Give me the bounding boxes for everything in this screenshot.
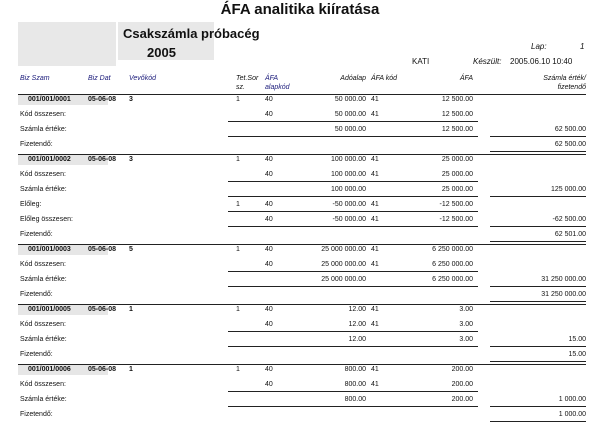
cell-kod: 41 (371, 111, 379, 118)
cell-label: Fizetendő: (20, 351, 53, 358)
cell-adoalap: 12.00 (348, 336, 366, 343)
cell-adoalap: 12.00 (348, 306, 366, 313)
cell-kod: 41 (371, 96, 379, 103)
row-divider (18, 304, 586, 305)
cell-kod: 41 (371, 366, 379, 373)
col-biz-szam: Biz Szam (20, 75, 50, 82)
row-divider (18, 244, 586, 245)
col-afa-alapkod-1: ÁFA (265, 75, 279, 82)
col-afa-alapkod-2: alapkód (265, 84, 290, 91)
cell-adoalap: 800.00 (344, 366, 366, 373)
subtotal-underline (228, 181, 478, 182)
cell-ertek: 1 000.00 (558, 411, 586, 418)
cell-alapkod: 40 (265, 171, 273, 178)
cell-label: Kód összesen: (20, 321, 66, 328)
cell-adoalap: -50 000.00 (332, 216, 366, 223)
subtotal-underline (228, 286, 478, 287)
total-underline (490, 136, 586, 137)
cell-adoalap: 800.00 (344, 396, 366, 403)
col-afa: ÁFA (459, 75, 473, 82)
cell-dat: 05-06-08 (88, 96, 117, 103)
cell-afa: 6 250 000.00 (432, 276, 473, 283)
cell-ertek: 62 500.00 (554, 141, 586, 148)
cell-afa: 6 250 000.00 (432, 261, 473, 268)
cell-kod: 41 (371, 381, 379, 388)
cell-adoalap: 800.00 (344, 381, 366, 388)
total-underline (490, 151, 586, 152)
cell-afa: 12 500.00 (441, 126, 473, 133)
cell-alapkod: 40 (265, 261, 273, 268)
document-row (0, 306, 600, 318)
cell-afa: 25 000.00 (441, 171, 473, 178)
summary-row (0, 396, 600, 408)
cell-alapkod: 40 (265, 201, 273, 208)
summary-row (0, 291, 600, 303)
document-row (0, 366, 600, 378)
summary-row (0, 336, 600, 348)
cell-tet: 1 (236, 306, 240, 313)
cell-tet: 1 (236, 156, 240, 163)
cell-adoalap: 100 000.00 (330, 156, 366, 163)
cell-kod: 41 (371, 246, 379, 253)
cell-ertek: 31 250 000.00 (541, 291, 586, 298)
cell-label: Előleg: (20, 201, 42, 208)
created-label: Készült: (473, 57, 502, 66)
col-szamla-ertek: Számla érték/ (543, 75, 586, 82)
col-afa-kod: ÁFA kód (371, 75, 398, 82)
created-value: 2005.06.10 10:40 (510, 57, 573, 66)
cell-kod: 41 (371, 216, 379, 223)
total-underline (490, 421, 586, 422)
summary-row (0, 141, 600, 153)
cell-dat: 05-06-08 (88, 306, 117, 313)
col-biz-dat: Biz Dat (88, 75, 111, 82)
cell-afa: -12 500.00 (439, 201, 473, 208)
cell-afa: 25 000.00 (441, 186, 473, 193)
page-label: Lap: (531, 42, 547, 51)
subtotal-underline (228, 406, 478, 407)
total-underline (490, 361, 586, 362)
subtotal-underline (228, 211, 478, 212)
cell-label: Előleg összesen: (20, 216, 73, 223)
cell-label: Kód összesen: (20, 111, 66, 118)
total-underline (490, 301, 586, 302)
cell-adoalap: 100 000.00 (330, 186, 366, 193)
cell-kod: 41 (371, 321, 379, 328)
cell-afa: 3.00 (459, 321, 473, 328)
cell-label: Fizetendő: (20, 231, 53, 238)
company-name: Csakszámla próbacég (123, 26, 260, 41)
logo-placeholder (18, 22, 116, 66)
cell-afa: 12 500.00 (441, 96, 473, 103)
cell-alapkod: 40 (265, 246, 273, 253)
cell-alapkod: 40 (265, 111, 273, 118)
subtotal-underline (228, 226, 478, 227)
summary-row (0, 186, 600, 198)
subtotal-underline (228, 331, 478, 332)
cell-szam: 001/001/0005 (28, 306, 71, 313)
document-row (0, 96, 600, 108)
cell-adoalap: 25 000 000.00 (321, 261, 366, 268)
row-divider (18, 364, 586, 365)
cell-ertek: 62 501.00 (554, 231, 586, 238)
cell-ertek: 1 000.00 (558, 396, 586, 403)
cell-ertek: 15.00 (568, 351, 586, 358)
cell-dat: 05-06-08 (88, 246, 117, 253)
cell-ertek: 31 250 000.00 (541, 276, 586, 283)
cell-dat: 05-06-08 (88, 366, 117, 373)
total-underline (490, 346, 586, 347)
cell-alapkod: 40 (265, 366, 273, 373)
cell-tet: 1 (236, 96, 240, 103)
cell-label: Számla értéke: (20, 186, 67, 193)
cell-afa: 3.00 (459, 306, 473, 313)
cell-alapkod: 40 (265, 156, 273, 163)
subtotal-underline (228, 136, 478, 137)
cell-ertek: 125 000.00 (550, 186, 586, 193)
cell-adoalap: 12.00 (348, 321, 366, 328)
summary-row (0, 171, 600, 183)
cell-label: Kód összesen: (20, 261, 66, 268)
cell-kod: 41 (371, 171, 379, 178)
col-adoalap: Adóalap (340, 75, 366, 82)
cell-afa: 200.00 (451, 381, 473, 388)
summary-row (0, 216, 600, 228)
cell-szam: 001/001/0003 (28, 246, 71, 253)
summary-row (0, 111, 600, 123)
total-underline (490, 286, 586, 287)
cell-label: Fizetendő: (20, 141, 53, 148)
cell-tet: 1 (236, 366, 240, 373)
cell-adoalap: 50 000.00 (334, 96, 366, 103)
cell-adoalap: 50 000.00 (334, 111, 366, 118)
total-underline (490, 196, 586, 197)
row-divider (18, 94, 586, 95)
cell-label: Számla értéke: (20, 396, 67, 403)
cell-vevo: 1 (129, 306, 133, 313)
cell-afa: 200.00 (451, 396, 473, 403)
cell-dat: 05-06-08 (88, 156, 117, 163)
cell-afa: -12 500.00 (439, 216, 473, 223)
cell-adoalap: 25 000 000.00 (321, 246, 366, 253)
cell-vevo: 1 (129, 366, 133, 373)
cell-vevo: 3 (129, 156, 133, 163)
cell-vevo: 3 (129, 96, 133, 103)
cell-tet: 1 (236, 201, 240, 208)
cell-kod: 41 (371, 261, 379, 268)
summary-row (0, 201, 600, 213)
row-divider (18, 154, 586, 155)
summary-row (0, 261, 600, 273)
page-number: 1 (580, 42, 585, 51)
cell-szam: 001/001/0002 (28, 156, 71, 163)
cell-label: Számla értéke: (20, 276, 67, 283)
summary-row (0, 351, 600, 363)
summary-row (0, 231, 600, 243)
cell-alapkod: 40 (265, 381, 273, 388)
cell-alapkod: 40 (265, 96, 273, 103)
col-fizetendo: fizetendő (557, 84, 586, 91)
cell-tet: 1 (236, 246, 240, 253)
cell-label: Fizetendő: (20, 411, 53, 418)
cell-alapkod: 40 (265, 321, 273, 328)
cell-kod: 41 (371, 156, 379, 163)
cell-afa: 25 000.00 (441, 156, 473, 163)
cell-afa: 6 250 000.00 (432, 246, 473, 253)
report-title: ÁFA analitika kiíratása (220, 1, 380, 18)
cell-vevo: 5 (129, 246, 133, 253)
cell-ertek: 62 500.00 (554, 126, 586, 133)
cell-kod: 41 (371, 201, 379, 208)
cell-kod: 41 (371, 306, 379, 313)
cell-alapkod: 40 (265, 306, 273, 313)
cell-afa: 3.00 (459, 336, 473, 343)
cell-afa: 200.00 (451, 366, 473, 373)
cell-szam: 001/001/0001 (28, 96, 71, 103)
cell-adoalap: -50 000.00 (332, 201, 366, 208)
summary-row (0, 276, 600, 288)
cell-label: Fizetendő: (20, 291, 53, 298)
cell-adoalap: 100 000.00 (330, 171, 366, 178)
col-tetsor-sz: sz. (236, 84, 245, 91)
report-year: 2005 (147, 45, 176, 60)
subtotal-underline (228, 196, 478, 197)
summary-row (0, 381, 600, 393)
total-underline (490, 406, 586, 407)
cell-label: Kód összesen: (20, 171, 66, 178)
cell-szam: 001/001/0006 (28, 366, 71, 373)
col-vevokod: Vevőkód (129, 75, 156, 82)
document-row (0, 246, 600, 258)
col-tetsor: Tet.Sor (236, 75, 259, 82)
cell-adoalap: 50 000.00 (334, 126, 366, 133)
subtotal-underline (228, 391, 478, 392)
summary-row (0, 126, 600, 138)
subtotal-underline (228, 346, 478, 347)
cell-afa: 12 500.00 (441, 111, 473, 118)
summary-row (0, 411, 600, 423)
document-row (0, 156, 600, 168)
total-underline (490, 241, 586, 242)
total-underline (490, 226, 586, 227)
cell-label: Számla értéke: (20, 336, 67, 343)
subtotal-underline (228, 271, 478, 272)
cell-alapkod: 40 (265, 216, 273, 223)
cell-ertek: -62 500.00 (552, 216, 586, 223)
cell-label: Számla értéke: (20, 126, 67, 133)
subtotal-underline (228, 121, 478, 122)
cell-adoalap: 25 000 000.00 (321, 276, 366, 283)
cell-ertek: 15.00 (568, 336, 586, 343)
user-name: KATI (412, 57, 430, 66)
cell-label: Kód összesen: (20, 381, 66, 388)
summary-row (0, 321, 600, 333)
